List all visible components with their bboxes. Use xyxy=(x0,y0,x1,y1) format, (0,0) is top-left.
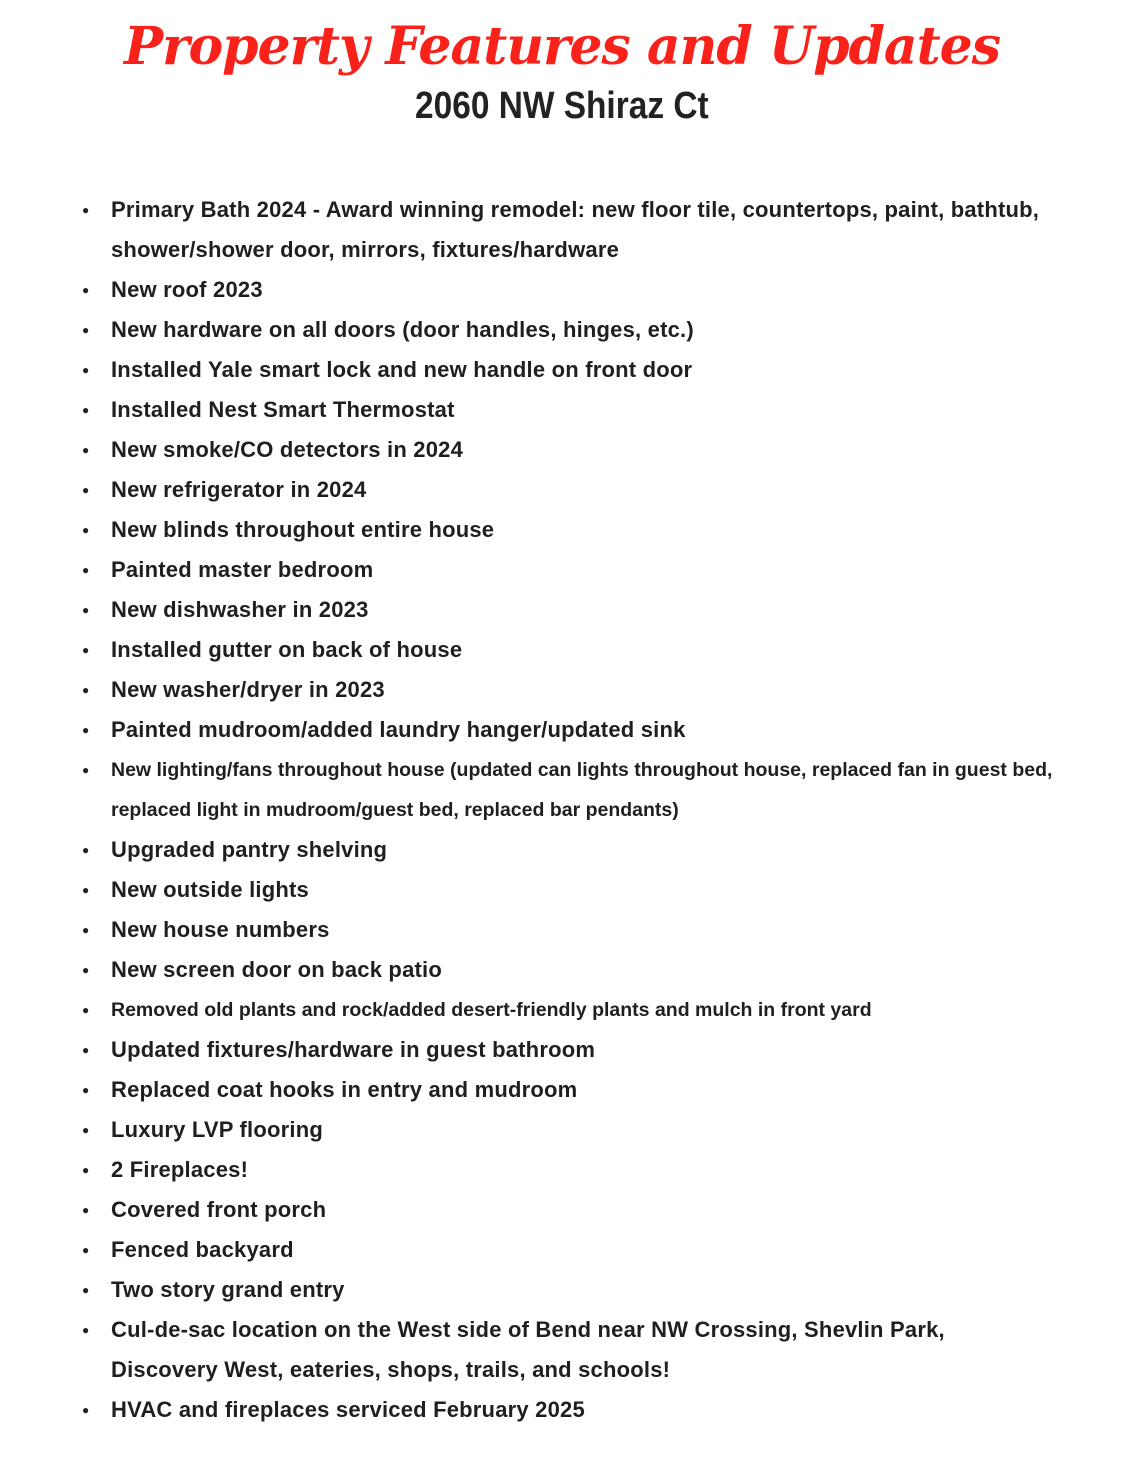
list-item xyxy=(80,390,1055,430)
list-item xyxy=(80,1390,1055,1430)
bullet-icon: ● xyxy=(82,323,90,337)
list-item xyxy=(80,1190,1055,1230)
bullet-icon: ● xyxy=(82,1083,90,1097)
bullet-icon: ● xyxy=(82,443,90,457)
list-item xyxy=(80,1310,1055,1390)
bullet-icon: ● xyxy=(82,883,90,897)
list-item xyxy=(80,630,1055,670)
list-item xyxy=(80,750,1055,830)
bullet-icon: ● xyxy=(82,1403,90,1417)
bullet-icon: ● xyxy=(82,843,90,857)
bullet-icon: ● xyxy=(82,1283,90,1297)
page-title: Property Features and Updates xyxy=(124,16,1000,77)
list-item xyxy=(80,710,1055,750)
list-item-text: New smoke/CO detectors in 2024 xyxy=(111,437,464,462)
list-item-text: New dishwasher in 2023 xyxy=(111,597,369,622)
bullet-icon: ● xyxy=(82,483,90,497)
list-item xyxy=(80,870,1055,910)
bullet-icon: ● xyxy=(82,1243,90,1257)
bullet-icon: ● xyxy=(82,963,90,977)
list-item-text: Installed gutter on back of house xyxy=(111,637,463,662)
bullet-icon: ● xyxy=(82,1003,90,1017)
list-item-text: New refrigerator in 2024 xyxy=(111,477,367,502)
list-item-text: Cul-de-sac location on the West side of Bend near NW Crossing, Shevlin Park, Discovery West, eateries, shops, trails, and schools! xyxy=(111,1317,945,1382)
list-item-text: New roof 2023 xyxy=(111,277,263,302)
list-item-text: Painted master bedroom xyxy=(111,557,374,582)
list-item-text: Covered front porch xyxy=(111,1197,327,1222)
bullet-icon: ● xyxy=(82,1163,90,1177)
list-item-text: New screen door on back patio xyxy=(111,957,442,982)
bullet-icon: ● xyxy=(82,763,90,777)
list-item-text: 2 Fireplaces! xyxy=(111,1157,249,1182)
list-item xyxy=(80,1070,1055,1110)
bullet-icon: ● xyxy=(82,1043,90,1057)
bullet-icon: ● xyxy=(82,683,90,697)
bullet-icon: ● xyxy=(82,1203,90,1217)
list-item-text: Upgraded pantry shelving xyxy=(111,837,388,862)
list-item-text: New house numbers xyxy=(111,917,330,942)
bullet-icon: ● xyxy=(82,283,90,297)
list-item xyxy=(80,310,1055,350)
list-item xyxy=(80,550,1055,590)
list-item xyxy=(80,470,1055,510)
list-item-text: Painted mudroom/added laundry hanger/updated sink xyxy=(111,717,686,742)
list-item-text: Updated fixtures/hardware in guest bathroom xyxy=(111,1037,596,1062)
list-item xyxy=(80,1110,1055,1150)
list-item-text: HVAC and fireplaces serviced February 2025 xyxy=(111,1397,585,1422)
bullet-icon: ● xyxy=(82,523,90,537)
list-item xyxy=(80,1030,1055,1070)
features-list xyxy=(80,190,1055,1430)
list-item-text: Installed Yale smart lock and new handle on front door xyxy=(111,357,693,382)
bullet-icon: ● xyxy=(82,203,90,217)
list-item-text: Fenced backyard xyxy=(111,1237,294,1262)
bullet-icon: ● xyxy=(82,403,90,417)
page-subtitle-text: 2060 NW Shiraz Ct xyxy=(415,85,709,127)
list-item-text: New outside lights xyxy=(111,877,309,902)
bullet-icon: ● xyxy=(82,363,90,377)
list-item xyxy=(80,1150,1055,1190)
list-item-text: Installed Nest Smart Thermostat xyxy=(111,397,455,422)
bullet-icon: ● xyxy=(82,923,90,937)
list-item-text: Primary Bath 2024 - Award winning remodel: new floor tile, countertops, paint, bathtub, shower/shower door, mirrors, fixtures/hardware xyxy=(111,197,1040,262)
bullet-icon: ● xyxy=(82,603,90,617)
list-item-text: Luxury LVP flooring xyxy=(111,1117,323,1142)
list-item xyxy=(80,270,1055,310)
list-item xyxy=(80,1230,1055,1270)
list-item xyxy=(80,190,1055,270)
list-item xyxy=(80,350,1055,390)
bullet-icon: ● xyxy=(82,643,90,657)
list-item xyxy=(80,430,1055,470)
bullet-icon: ● xyxy=(82,563,90,577)
list-item xyxy=(80,910,1055,950)
list-item xyxy=(80,950,1055,990)
list-item-text: New blinds throughout entire house xyxy=(111,517,495,542)
bullet-icon: ● xyxy=(82,1123,90,1137)
list-item xyxy=(80,510,1055,550)
list-item xyxy=(80,990,1055,1030)
list-item xyxy=(80,1270,1055,1310)
bullet-icon: ● xyxy=(82,1323,90,1337)
bullet-icon: ● xyxy=(82,723,90,737)
list-item-text: Replaced coat hooks in entry and mudroom xyxy=(111,1077,578,1102)
list-item xyxy=(80,670,1055,710)
list-item-text: New washer/dryer in 2023 xyxy=(111,677,385,702)
list-item-text: New lighting/fans throughout house (updated can lights throughout house, replaced fan in guest bed, replaced light in mudroom/guest bed, replaced bar pendants) xyxy=(111,759,1053,821)
page-subtitle xyxy=(0,84,1124,128)
list-item-text: Removed old plants and rock/added desert-friendly plants and mulch in front yard xyxy=(111,999,872,1021)
list-item xyxy=(80,830,1055,870)
list-item-text: Two story grand entry xyxy=(111,1277,345,1302)
list-item xyxy=(80,590,1055,630)
list-item-text: New hardware on all doors (door handles, hinges, etc.) xyxy=(111,317,694,342)
